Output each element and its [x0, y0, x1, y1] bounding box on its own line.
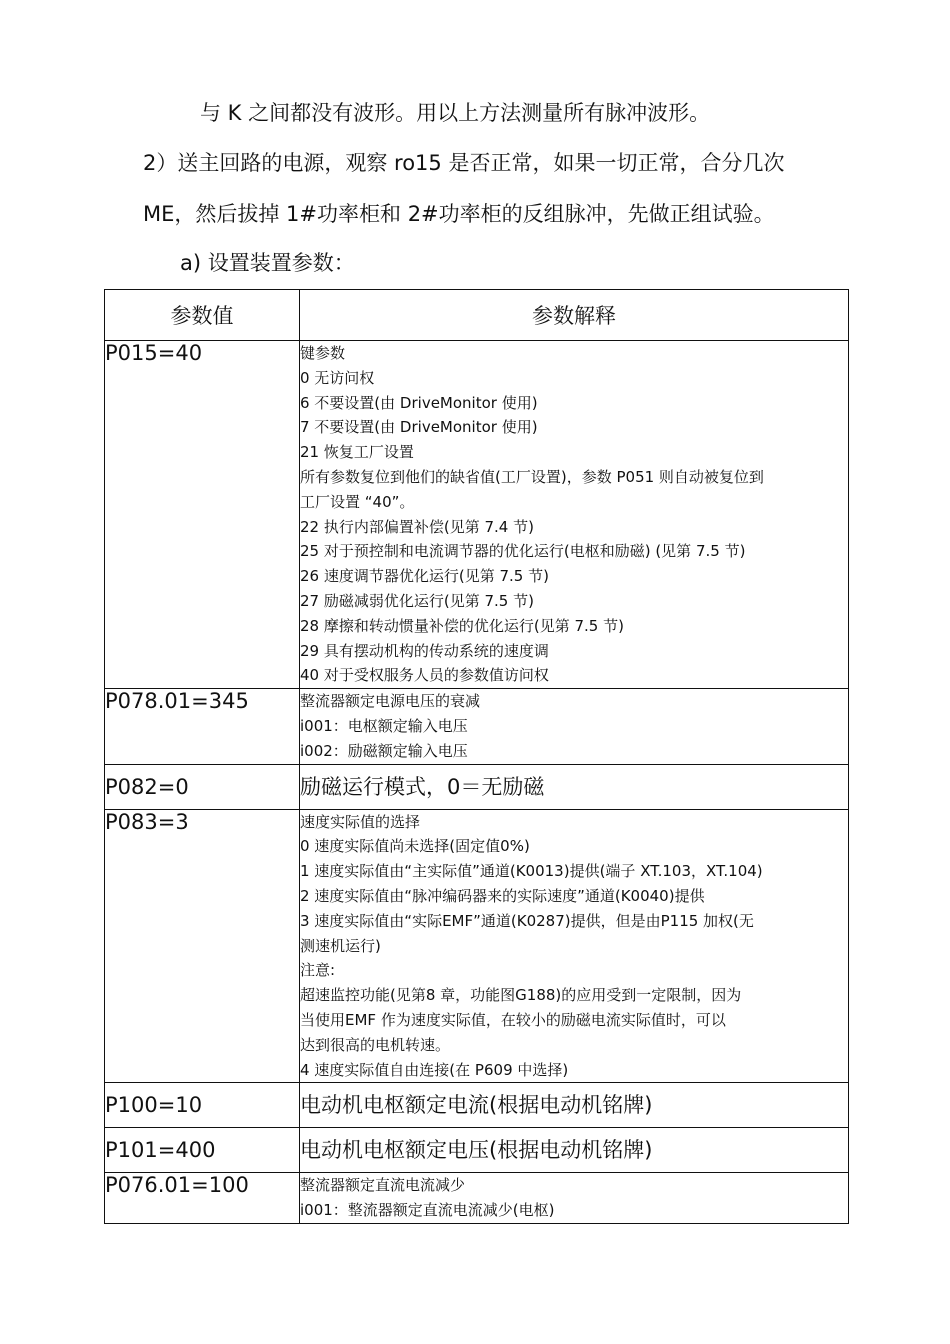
- table-row: [105, 809, 849, 1083]
- paragraph-step-2: 2）送主回路的电源，观察 ro15 是否正常，如果一切正常，合分几次: [143, 151, 785, 175]
- description-line: 整流器额定电源电压的衰减: [300, 692, 481, 711]
- description-line: 7 不要设置(由 DriveMonitor 使用): [300, 418, 538, 437]
- param-value-cell: P083=3: [105, 809, 300, 1083]
- description-line: 2 速度实际值由“脉冲编码器来的实际速度”通道(K0040)提供: [300, 886, 705, 905]
- description-line: 22 执行内部偏置补偿(见第 7.4 节): [300, 517, 534, 536]
- description-line: 27 励磁减弱优化运行(见第 7.5 节): [300, 591, 534, 610]
- table-row: [105, 689, 849, 764]
- description-text: 电动机电枢额定电压(根据电动机铭牌): [300, 1138, 653, 1163]
- description-text: 电动机电枢额定电流(根据电动机铭牌): [300, 1093, 653, 1118]
- table-row: [105, 341, 849, 689]
- param-description-cell: [300, 341, 849, 689]
- description-line: 28 摩擦和转动惯量补偿的优化运行(见第 7.5 节): [300, 616, 624, 635]
- description-text: 励磁运行模式，0＝无励磁: [300, 774, 545, 799]
- table-header-row: [105, 290, 849, 341]
- param-value-cell: P076.01=100: [105, 1173, 300, 1224]
- table-row: [105, 1173, 849, 1224]
- paragraph-waveform-check: 与 K 之间都没有波形。用以上方法测量所有脉冲波形。: [200, 101, 711, 125]
- description-line: i002：励磁额定输入电压: [300, 741, 468, 760]
- param-value-cell: P078.01=345: [105, 689, 300, 764]
- description-line: 3 速度实际值由“实际EMF”通道(K0287)提供，但是由P115 加权(无: [300, 911, 754, 930]
- description-line: 25 对于预控制和电流调节器的优化运行(电枢和励磁) (见第 7.5 节): [300, 542, 746, 561]
- paragraph-step-2-continued: ME，然后拔掉 1#功率柜和 2#功率柜的反组脉冲，先做正组试验。: [143, 202, 775, 226]
- description-line: 测速机运行): [300, 936, 381, 955]
- description-line: 超速监控功能(见第8 章，功能图G188)的应用受到一定限制，因为: [300, 986, 742, 1005]
- header-param-explanation: 参数解释: [300, 290, 849, 341]
- description-line: 速度实际值的选择: [300, 812, 421, 831]
- param-value-cell: P101=400: [105, 1128, 300, 1173]
- description-line: 40 对于受权服务人员的参数值访问权: [300, 666, 549, 685]
- description-line: 29 具有摆动机构的传动系统的速度调: [300, 641, 549, 660]
- param-description-cell: [300, 764, 849, 809]
- description-line: 0 速度实际值尚未选择(固定值0%): [300, 837, 530, 856]
- table-row: [105, 1083, 849, 1128]
- param-description-cell: [300, 1083, 849, 1128]
- param-value-cell: P015=40: [105, 341, 300, 689]
- param-value-cell: P100=10: [105, 1083, 300, 1128]
- description-line: 4 速度实际值自由连接(在 P609 中选择): [300, 1060, 569, 1079]
- param-value-cell: P082=0: [105, 764, 300, 809]
- description-line: 键参数: [300, 344, 346, 362]
- description-line: 1 速度实际值由“主实际值”通道(K0013)提供(端子 XT.103，XT.104): [300, 862, 763, 881]
- description-line: 达到很高的电机转速。: [300, 1035, 451, 1054]
- header-param-value: 参数值: [105, 290, 300, 341]
- description-line: 26 速度调节器优化运行(见第 7.5 节): [300, 567, 549, 586]
- description-line: 所有参数复位到他们的缺省值(工厂设置)，参数 P051 则自动被复位到: [300, 467, 764, 486]
- description-line: 6 不要设置(由 DriveMonitor 使用): [300, 393, 538, 412]
- description-line: i001：电枢额定输入电压: [300, 716, 468, 735]
- parameter-table: [104, 289, 849, 1224]
- description-line: 整流器额定直流电流减少: [300, 1176, 466, 1195]
- description-line: 21 恢复工厂设置: [300, 443, 414, 462]
- description-line: 工厂设置 “40”。: [300, 492, 415, 511]
- description-line: i001：整流器额定直流电流减少(电枢): [300, 1201, 555, 1220]
- description-line: 0 无访问权: [300, 368, 375, 387]
- description-line: 当使用EMF 作为速度实际值，在较小的励磁电流实际值时，可以: [300, 1010, 726, 1029]
- param-description-cell: [300, 809, 849, 1083]
- paragraph-step-a: a) 设置装置参数：: [180, 251, 355, 275]
- description-line: 注意:: [300, 961, 336, 980]
- param-description-cell: [300, 1173, 849, 1224]
- param-description-cell: [300, 689, 849, 764]
- param-description-cell: [300, 1128, 849, 1173]
- table-row: [105, 764, 849, 809]
- table-row: [105, 1128, 849, 1173]
